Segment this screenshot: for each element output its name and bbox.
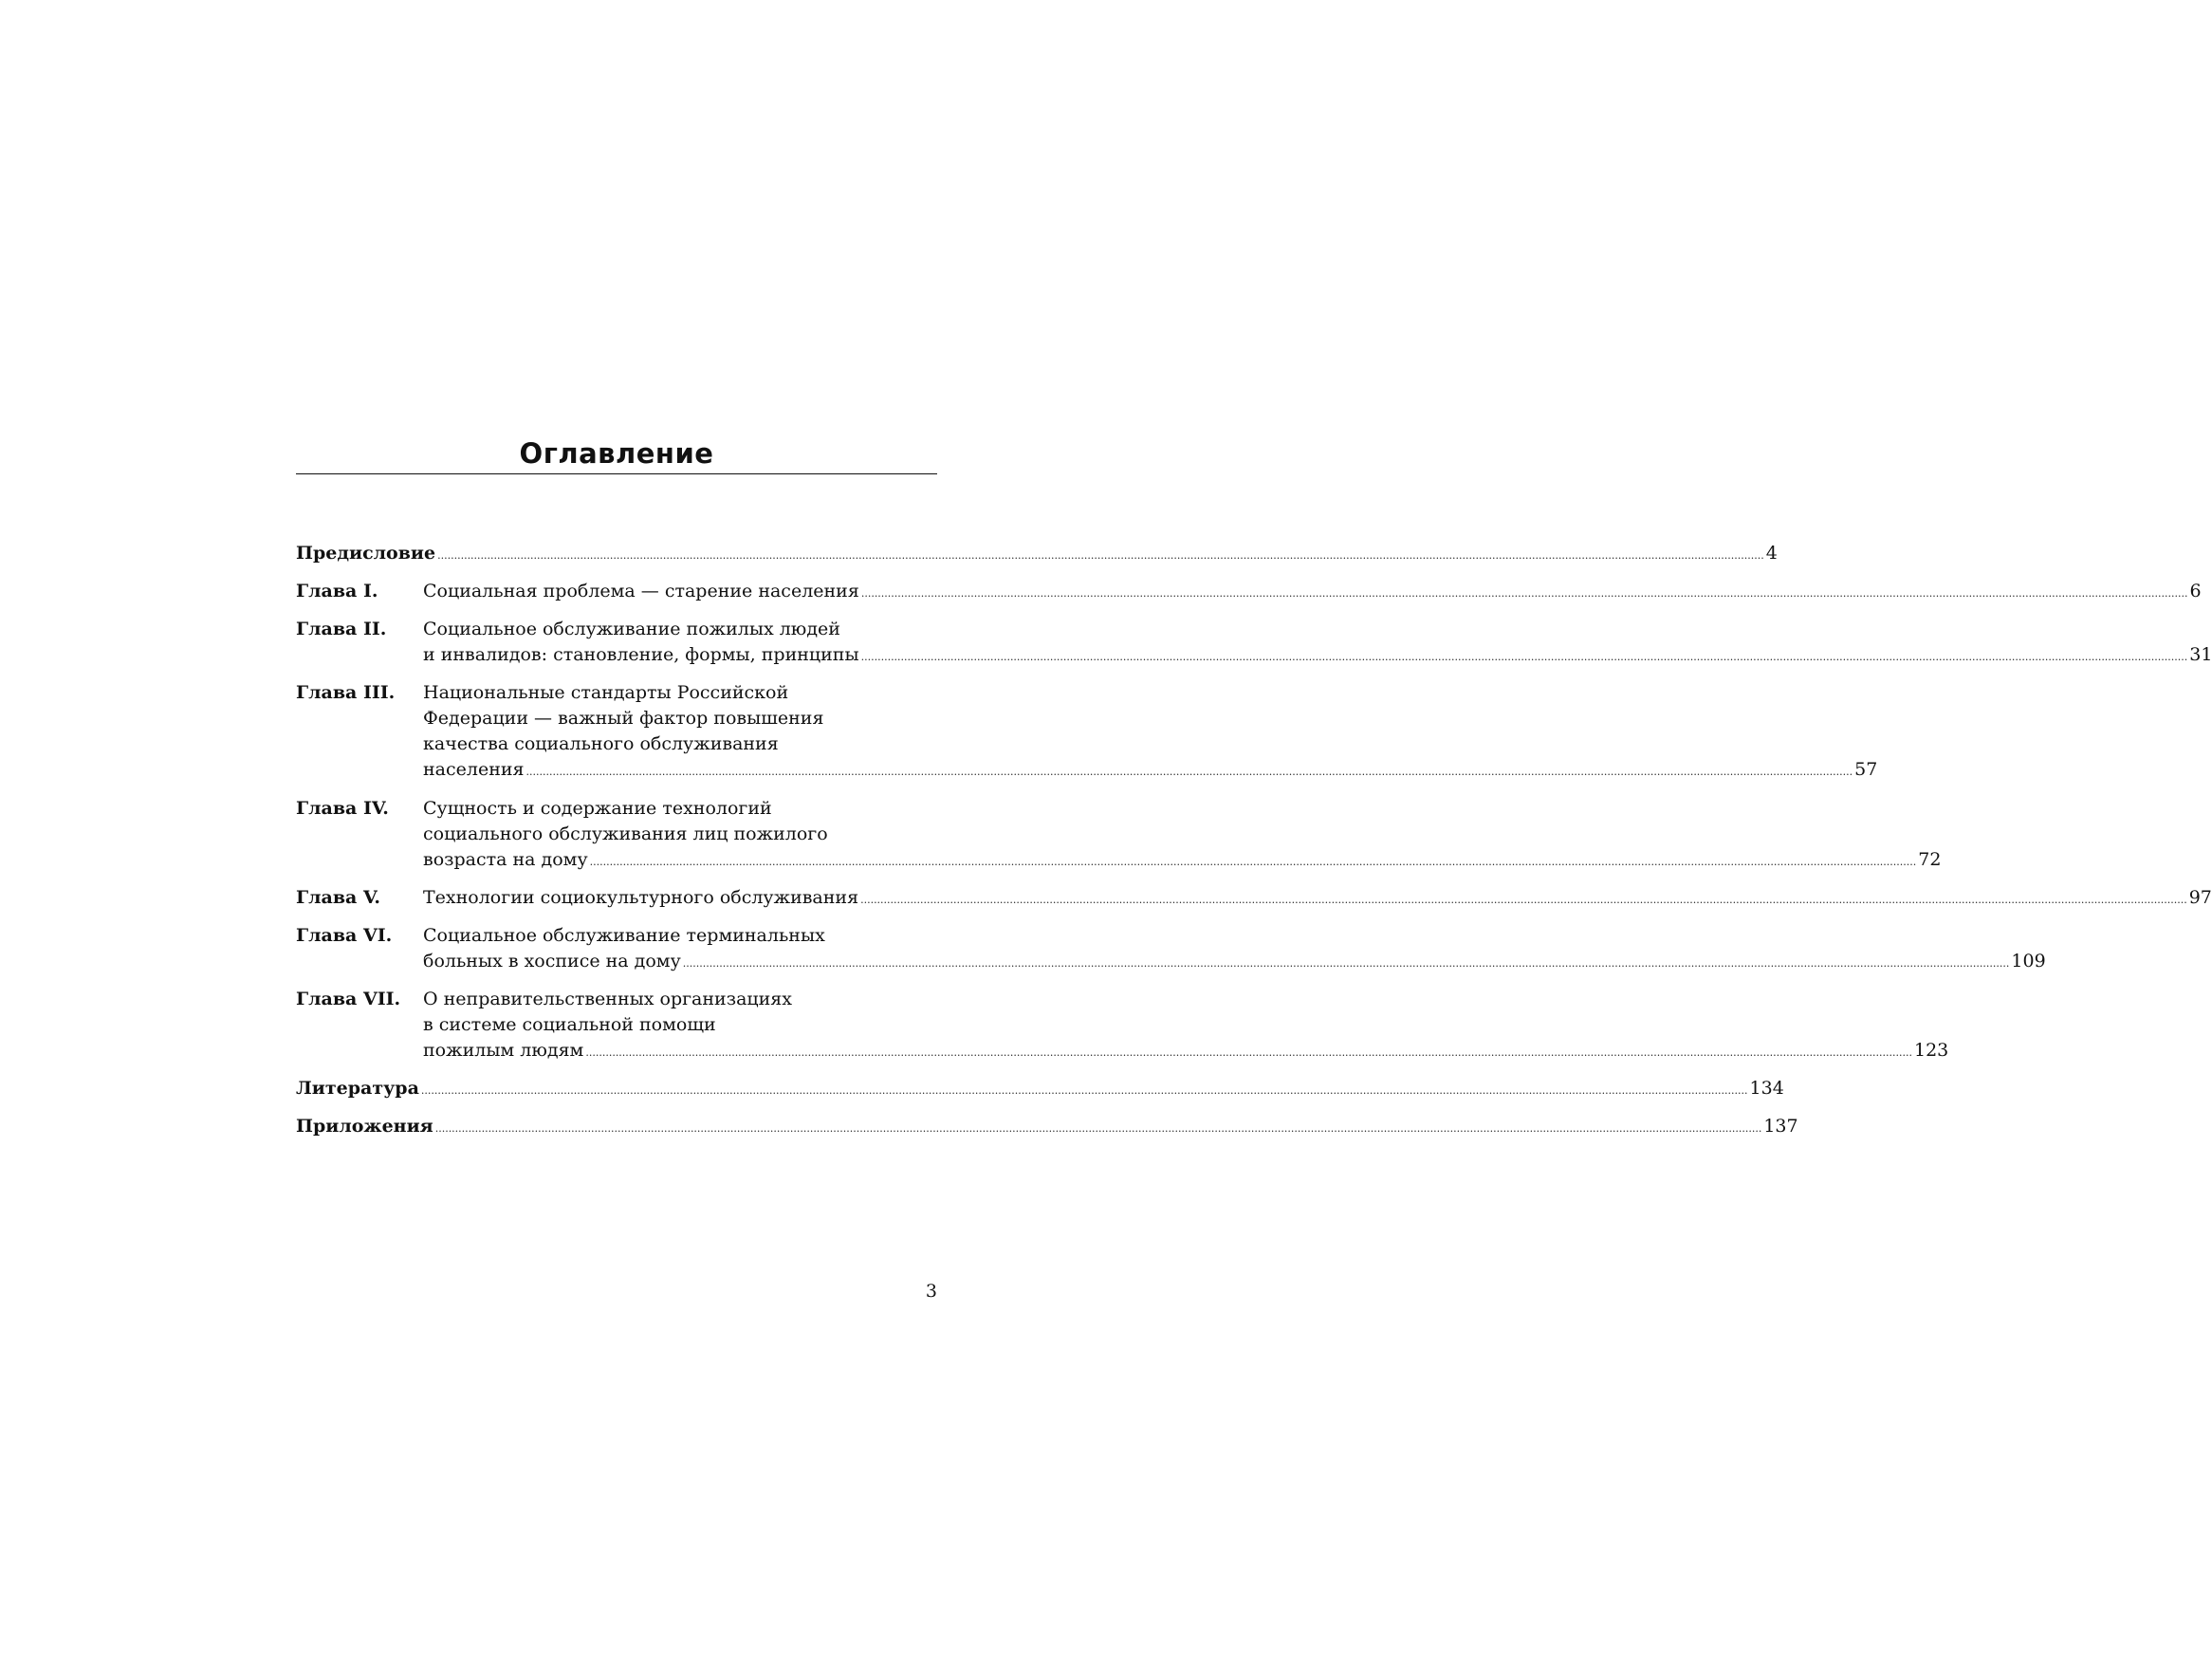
toc-entry-label: Литература (296, 1078, 419, 1099)
chapter-title-line: населения (423, 759, 525, 780)
toc-leader-dots: ................................................................................................................................................................................................................................................................................................................................................................................................................ (420, 1084, 1748, 1097)
title-divider (296, 473, 937, 474)
toc-leader-dots: ................................................................................................................................................................................................................................................................................................................................................................................................................ (434, 1122, 1762, 1135)
chapter-label: Глава IV. (296, 798, 389, 819)
chapter-title-line: и инвалидов: становление, формы, принципы (423, 644, 859, 665)
toc-page-number: 137 (1763, 1116, 1798, 1137)
chapter-title-line: О неправительственных организациях (423, 989, 792, 1009)
toc-page-number: 6 (2189, 581, 2202, 601)
chapter-label: Глава V. (296, 887, 380, 908)
chapter-title-line: в системе социальной помощи (423, 1014, 716, 1035)
toc-page-number: 4 (1765, 543, 1778, 564)
chapter-title-line: социального обслуживания лиц пожилого (423, 823, 828, 844)
toc-page-number: 31 (2189, 644, 2212, 665)
chapter-title-line: Национальные стандарты Российской (423, 682, 789, 703)
toc-entry-label: Приложения (296, 1116, 433, 1137)
toc-page-number: 123 (1913, 1040, 1949, 1061)
page-title: Оглавление (519, 437, 714, 470)
toc-page-number: 109 (2011, 951, 2046, 971)
chapter-title-line: качества социального обслуживания (423, 733, 779, 754)
chapter-title-line: Социальная проблема — старение населения (423, 581, 859, 601)
chapter-label: Глава I. (296, 581, 378, 601)
chapter-title-line: возраста на дому (423, 849, 588, 870)
toc-entry-label: Предисловие (296, 543, 436, 564)
toc-page-number: 72 (1918, 849, 1942, 870)
chapter-label: Глава III. (296, 682, 396, 703)
chapter-title-line: больных в хосписе на дому (423, 951, 681, 971)
chapter-title-line: Федерации — важный фактор повышения (423, 708, 824, 729)
toc-entry-appendices[interactable] (296, 1114, 1798, 1139)
toc-leader-dots: ................................................................................................................................................................................................................................................................................................................................................................................................................ (860, 587, 2188, 600)
toc-leader-dots: ................................................................................................................................................................................................................................................................................................................................................................................................................ (585, 1046, 1912, 1059)
chapter-title-line: Социальное обслуживание терминальных (423, 925, 825, 946)
toc-leader-dots: ................................................................................................................................................................................................................................................................................................................................................................................................................ (860, 651, 2188, 663)
toc-leader-dots: ................................................................................................................................................................................................................................................................................................................................................................................................................ (589, 856, 1917, 868)
toc-entry-preface[interactable] (296, 541, 1778, 566)
toc-leader-dots: ................................................................................................................................................................................................................................................................................................................................................................................................................ (437, 549, 1764, 562)
chapter-title-line: Социальное обслуживание пожилых людей (423, 619, 840, 639)
page-number: 3 (925, 1281, 937, 1302)
chapter-label: Глава II. (296, 619, 387, 639)
toc-entry-literature[interactable] (296, 1076, 1784, 1101)
toc-page-number: 134 (1749, 1078, 1784, 1099)
chapter-label: Глава VII. (296, 989, 401, 1009)
toc-leader-dots: ................................................................................................................................................................................................................................................................................................................................................................................................................ (682, 957, 2010, 970)
chapter-label: Глава VI. (296, 925, 393, 946)
chapter-title-line: пожилым людям (423, 1040, 584, 1061)
chapter-title-line: Технологии социокультурного обслуживания (423, 887, 859, 908)
chapter-title-line: Сущность и содержание технологий (423, 798, 772, 819)
toc-page-number: 97 (2188, 887, 2212, 908)
toc-leader-dots: ................................................................................................................................................................................................................................................................................................................................................................................................................ (525, 766, 1853, 778)
toc-page-number: 57 (1854, 759, 1878, 780)
toc-leader-dots: ................................................................................................................................................................................................................................................................................................................................................................................................................ (860, 894, 2187, 906)
